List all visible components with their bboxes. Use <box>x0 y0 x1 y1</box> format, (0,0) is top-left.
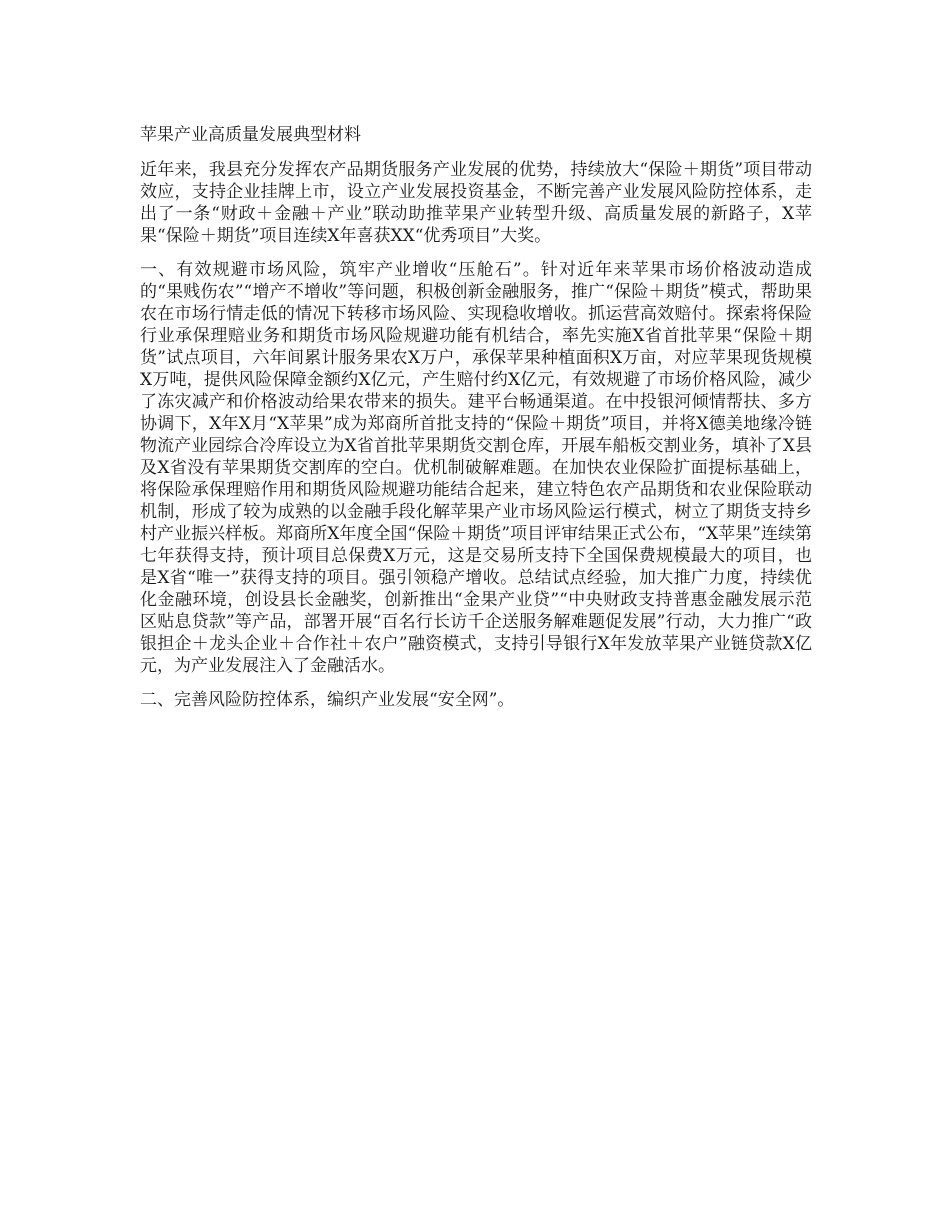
document-body <box>140 124 812 723</box>
intro-paragraph: 近年来，我县充分发挥农产品期货服务产业发展的优势，持续放大“保险＋期货”项目带动效应，支持企业挂牌上市，设立产业发展投资基金，不断完善产业发展风险防控体系，走出了一条“财政＋金融＋产业”联动助推苹果产业转型升级、高质量发展的新路子，X苹果“保险＋期货”项目连续X年喜获XX“优秀项目”大奖。 <box>140 160 812 246</box>
section-one-paragraph: 一、有效规避市场风险，筑牢产业增收“压舱石”。针对近年来苹果市场价格波动造成的“果贱伤农”“增产不增收”等问题，积极创新金融服务，推广“保险＋期货”模式，帮助果农在市场行情走低的情况下转移市场风险、实现稳收增收。抓运营高效赔付。探索将保险行业承保理赔业务和期货市场风险规避功能有机结合，率先实施X省首批苹果“保险＋期货”试点项目，六年间累计服务果农X万户，承保苹果种植面积X万亩，对应苹果现货规模X万吨，提供风险保障金额约X亿元，产生赔付约X亿元，有效规避了市场价格风险，减少了冻灾减产和价格波动给果农带来的损失。建平台畅通渠道。在中投银河倾情帮扶、多方协调下，X年X月“X苹果”成为郑商所首批支持的“保险＋期货”项目，并将X德美地缘冷链物流产业园综合冷库设立为X省首批苹果期货交割仓库，开展车船板交割业务，填补了X县及X省没有苹果期货交割库的空白。优机制破解难题。在加快农业保险扩面提标基础上，将保险承保理赔作用和期货风险规避功能结合起来，建立特色农产品期货和农业保险联动机制，形成了较为成熟的以金融手段化解苹果产业市场风险运行模式，树立了期货支持乡村产业振兴样板。郑商所X年度全国“保险＋期货”项目评审结果正式公布，“X苹果”连续第七年获得支持，预计项目总保费X万元，这是交易所支持下全国保费规模最大的项目，也是X省“唯一”获得支持的项目。强引领稳产增收。总结试点经验，加大推广力度，持续优化金融环境，创设县长金融奖，创新推出“金果产业贷”“中央财政支持普惠金融发展示范区贴息贷款”等产品，部署开展“百名行长访千企送服务解难题促发展”行动，大力推广“政银担企＋龙头企业＋合作社＋农户”融资模式，支持引导银行X年发放苹果产业链贷款X亿元，为产业发展注入了金融活水。 <box>140 260 812 676</box>
section-two-heading: 二、完善风险防控体系，编织产业发展“安全网”。 <box>140 690 515 710</box>
document-title: 苹果产业高质量发展典型材料 <box>140 125 361 145</box>
